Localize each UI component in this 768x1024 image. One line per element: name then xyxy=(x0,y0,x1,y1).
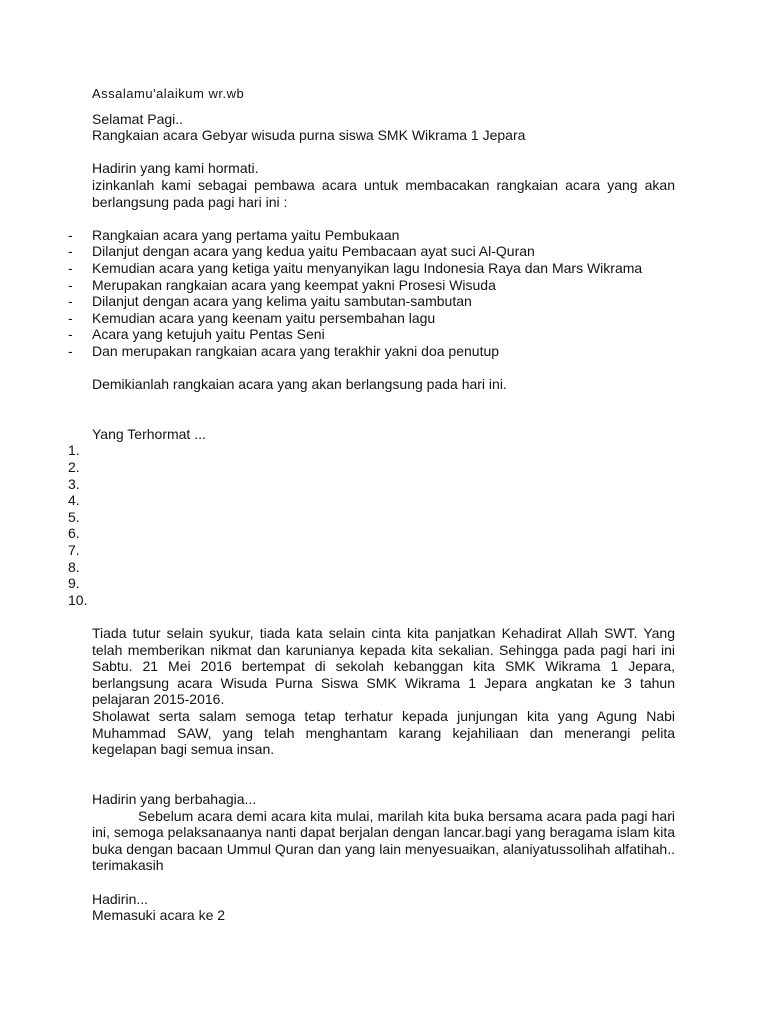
list-item xyxy=(68,293,675,310)
intro-line-2: izinkanlah kami sebagai pembawa acara untuk membacakan rangkaian acara yang akan berlangsung pada pagi hari ini : xyxy=(92,176,675,210)
list-item xyxy=(68,508,675,526)
list-item xyxy=(68,492,675,509)
agenda-item-text: Rangkaian acara yang pertama yaitu Pembukaan xyxy=(92,226,400,243)
agenda-item-text: Dilanjut dengan acara yang kelima yaitu sambutan-sambutan xyxy=(92,293,472,310)
honored-guests-list xyxy=(68,442,675,608)
bullet-dash: - xyxy=(68,342,73,359)
list-item xyxy=(68,575,675,592)
closing-agenda: Demikianlah rangkaian acara yang akan berlangsung pada hari ini. xyxy=(92,376,507,393)
honored-heading: Yang Terhormat ... xyxy=(92,425,206,442)
list-number: 8. xyxy=(68,558,80,575)
spacer xyxy=(92,144,675,161)
sholawat-paragraph: Sholawat serta salam semoga tetap terhatur kepada junjungan kita yang Agung Nabi Muhammad SAW, yang telah menghantam karang kejahiliaan dan menerangi pelita kegelapan bagi semua insan. xyxy=(92,707,675,758)
list-item xyxy=(68,459,675,476)
list-item xyxy=(68,243,675,260)
spacer xyxy=(92,210,675,227)
agenda-item-text: Kemudian acara yang ketiga yaitu menyanyikan lagu Indonesia Raya dan Mars Wikrama xyxy=(92,259,643,276)
agenda-list xyxy=(68,226,675,360)
document-body xyxy=(68,86,675,924)
list-item xyxy=(68,276,675,294)
list-item xyxy=(68,542,675,559)
list-number: 2. xyxy=(68,459,80,476)
agenda-item-text: Merupakan rangkaian acara yang keempat yakni Prosesi Wisuda xyxy=(92,276,496,293)
bullet-dash: - xyxy=(68,259,73,276)
opening-line-2: Rangkaian acara Gebyar wisuda purna siswa SMK Wikrama 1 Jepara xyxy=(92,127,526,144)
opening-line-1: Selamat Pagi.. xyxy=(92,110,184,127)
list-item xyxy=(68,226,675,244)
agenda-item-text: Acara yang ketujuh yaitu Pentas Seni xyxy=(92,326,325,343)
bullet-dash: - xyxy=(68,243,73,260)
prayer-paragraph: Sebelum acara demi acara kita mulai, marilah kita buka bersama acara pada pagi hari ini, semoga pelaksanaanya nanti dapat berjalan dengan lancar.bagi yang beragama islam kita buka dengan bacaan Ummul Quran dan yang lain menyesuaikan, alaniyatussolihah alfatihah.. terimakasih xyxy=(92,807,675,874)
list-item xyxy=(68,326,675,343)
list-number: 4. xyxy=(68,492,80,509)
spacer xyxy=(92,758,675,775)
list-number: 3. xyxy=(68,475,80,492)
spacer xyxy=(92,393,675,410)
spacer xyxy=(92,360,675,377)
list-item xyxy=(68,442,675,459)
list-number: 5. xyxy=(68,508,80,525)
list-item xyxy=(68,475,675,493)
list-number: 7. xyxy=(68,542,80,559)
bullet-dash: - xyxy=(68,326,73,343)
spacer xyxy=(92,409,675,426)
agenda-item-text: Dilanjut dengan acara yang kedua yaitu Pembacaan ayat suci Al-Quran xyxy=(92,243,535,260)
list-number: 1. xyxy=(68,442,80,459)
greeting: Assalamu'alaikum wr.wb xyxy=(92,86,245,101)
spacer xyxy=(92,874,675,891)
list-number: 10. xyxy=(68,591,88,608)
list-number: 9. xyxy=(68,575,80,592)
transition-line-1: Hadirin... xyxy=(92,890,149,907)
intro-line-1: Hadirin yang kami hormati. xyxy=(92,160,259,177)
list-item xyxy=(68,525,675,542)
list-item xyxy=(68,342,675,360)
bullet-dash: - xyxy=(68,226,73,243)
bullet-dash: - xyxy=(68,276,73,293)
agenda-item-text: Dan merupakan rangkaian acara yang terakhir yakni doa penutup xyxy=(92,342,500,359)
list-item xyxy=(68,309,675,327)
prayer-heading: Hadirin yang berbahagia... xyxy=(92,790,257,807)
spacer xyxy=(92,608,675,625)
list-item xyxy=(68,591,675,609)
list-item xyxy=(68,259,675,277)
list-item xyxy=(68,558,675,576)
gratitude-paragraph: Tiada tutur selain syukur, tiada kata selain cinta kita panjatkan Kehadirat Allah SWT. Yang telah memberikan nikmat dan karunianya kepada kita sekalian. Sehingga pada pagi hari ini Sabtu. 21 Mei 2016 bertempat di sekolah kebanggan kita SMK Wikrama 1 Jepara, berlangsung acara Wisuda Purna Siswa SMK Wikrama 1 Jepara angkatan ke 3 tahun pelajaran 2015-2016. xyxy=(92,625,675,708)
transition-line-2: Memasuki acara ke 2 xyxy=(92,907,226,924)
bullet-dash: - xyxy=(68,293,73,310)
list-number: 6. xyxy=(68,525,80,542)
bullet-dash: - xyxy=(68,309,73,326)
spacer xyxy=(92,774,675,791)
agenda-item-text: Kemudian acara yang keenam yaitu persembahan lagu xyxy=(92,309,436,326)
